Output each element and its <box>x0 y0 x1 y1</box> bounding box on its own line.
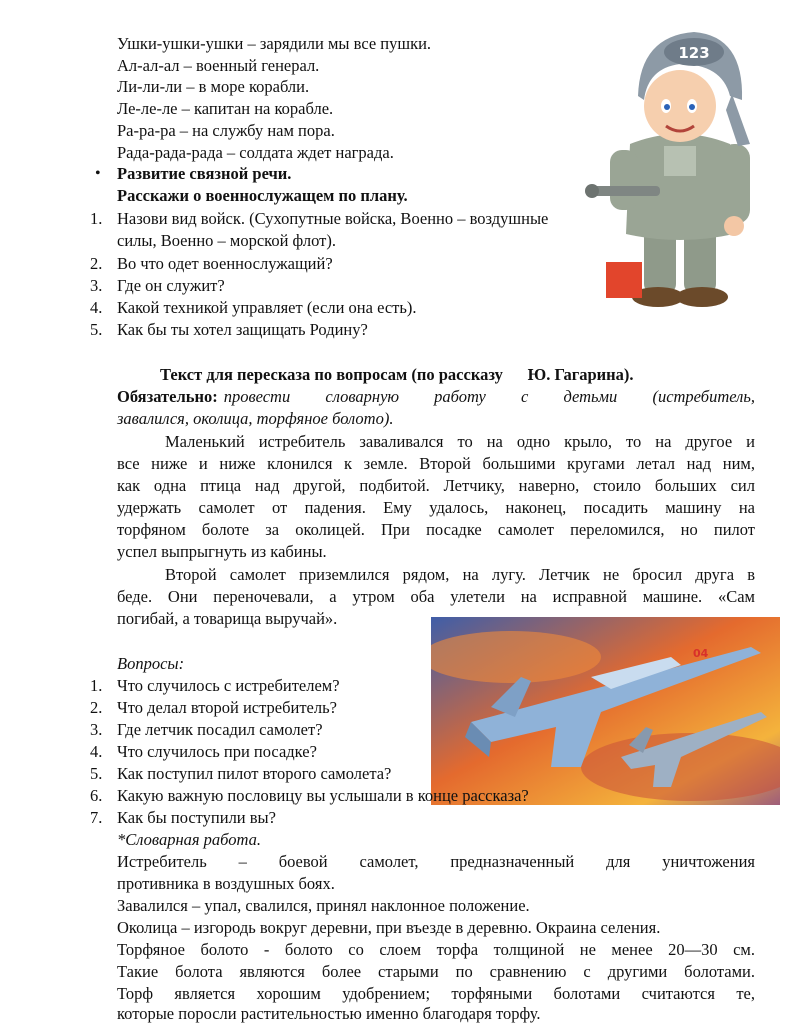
list-item: Где он служит? <box>117 276 225 295</box>
question-item: Что случилось с истребителем? <box>117 676 340 695</box>
list-number: 7. <box>90 808 103 827</box>
list-number: 1. <box>90 209 103 228</box>
vocab-line: Околица – изгородь вокруг деревни, при въезде в деревню. Окраина селения. <box>117 918 661 937</box>
must-line <box>117 386 755 407</box>
question-item: Где летчик посадил самолет? <box>117 720 323 739</box>
vocab-line: Торф является хорошим удобрением; торфяными болотами считаются те, <box>117 984 755 1003</box>
paragraph-line: как одна птица над другой, подбитой. Летчику, наверно, стоило больших сил <box>117 476 755 495</box>
list-number: 6. <box>90 786 103 805</box>
must-text-continuation: завалился, околица, торфяное болото). <box>117 409 394 428</box>
paragraph-line: Маленький истребитель заваливался то на одно крыло, то на другое и <box>165 432 755 451</box>
fighter-jets-illustration <box>431 617 780 805</box>
list-item: Во что одет военнослужащий? <box>117 254 333 273</box>
chant-line: Рада-рада-рада – солдата ждет награда. <box>117 143 394 162</box>
paragraph-line: торфяном болоте за околицей. При посадке самолет переломился, но пилот <box>117 520 755 539</box>
chant-line: Ра-ра-ра – на службу нам пора. <box>117 121 335 140</box>
chant-line: Ушки-ушки-ушки – зарядили мы все пушки. <box>117 34 432 53</box>
vocab-line: которые поросли растительностью именно благодаря торфу. <box>117 1004 541 1023</box>
question-item: Что делал второй истребитель? <box>117 698 337 717</box>
must-label: Обязательно: <box>117 387 218 406</box>
paragraph-line: беде. Они переночевали, а утром оба улетели на исправной машине. «Сам <box>117 587 755 606</box>
helmet-number: 123 <box>678 44 710 62</box>
paragraph-line: удержать самолет от падения. Ему удалось, наконец, посадить машину на <box>117 498 755 517</box>
must-text: провести словарную работу с детьми (истребитель, <box>223 387 755 406</box>
list-number: 4. <box>90 298 103 317</box>
section-heading: Развитие связной речи. <box>117 164 292 183</box>
vocab-label: *Словарная работа. <box>117 830 262 849</box>
list-number: 4. <box>90 742 103 761</box>
vocab-line: Такие болота являются более старыми по сравнению с другими болотами. <box>117 962 755 981</box>
list-number: 3. <box>90 276 103 295</box>
question-item: Какую важную пословицу вы услышали в конце рассказа? <box>117 786 529 805</box>
vocab-line: Торфяное болото - болото со слоем торфа толщиной не менее 20—30 см. <box>117 940 755 959</box>
list-item-continuation: силы, Военно – морской флот). <box>117 231 336 250</box>
question-item: Что случилось при посадке? <box>117 742 317 761</box>
bullet-marker: • <box>95 165 101 182</box>
chant-line: Ал-ал-ал – военный генерал. <box>117 56 320 75</box>
list-item: Как бы ты хотел защищать Родину? <box>117 320 368 339</box>
list-number: 3. <box>90 720 103 739</box>
vocab-line: противника в воздушных боях. <box>117 874 335 893</box>
list-number: 5. <box>90 764 103 783</box>
vocab-line: Завалился – упал, свалился, принял наклонное положение. <box>117 896 530 915</box>
chant-line: Ли-ли-ли – в море корабли. <box>117 77 310 96</box>
list-number: 1. <box>90 676 103 695</box>
list-item: Какой техникой управляет (если она есть). <box>117 298 417 317</box>
chant-line: Ле-ле-ле – капитан на корабле. <box>117 99 334 118</box>
list-item: Назови вид войск. (Сухопутные войска, Военно – воздушные <box>117 209 549 228</box>
paragraph-line: успел выпрыгнуть из кабины. <box>117 542 327 561</box>
retell-title: Текст для пересказа по вопросам (по рассказу Ю. Гагарина). <box>160 365 634 384</box>
question-item: Как поступил пилот второго самолета? <box>117 764 392 783</box>
jet-tail-number: 04 <box>693 647 709 660</box>
vocab-line: Истребитель – боевой самолет, предназначенный для уничтожения <box>117 852 755 871</box>
questions-label: Вопросы: <box>117 654 185 673</box>
question-item: Как бы поступили вы? <box>117 808 276 827</box>
paragraph-line: Второй самолет приземлился рядом, на лугу. Летчик не бросил друга в <box>165 565 755 584</box>
section-subheading: Расскажи о военнослужащем по плану. <box>117 186 408 205</box>
list-number: 2. <box>90 698 103 717</box>
list-number: 2. <box>90 254 103 273</box>
soldier-illustration <box>582 14 778 314</box>
list-number: 5. <box>90 320 103 339</box>
paragraph-line: все ниже и ниже клонился к земле. Второй большими кругами летал над ним, <box>117 454 755 473</box>
paragraph-line: погибай, а товарища выручай». <box>117 609 338 628</box>
